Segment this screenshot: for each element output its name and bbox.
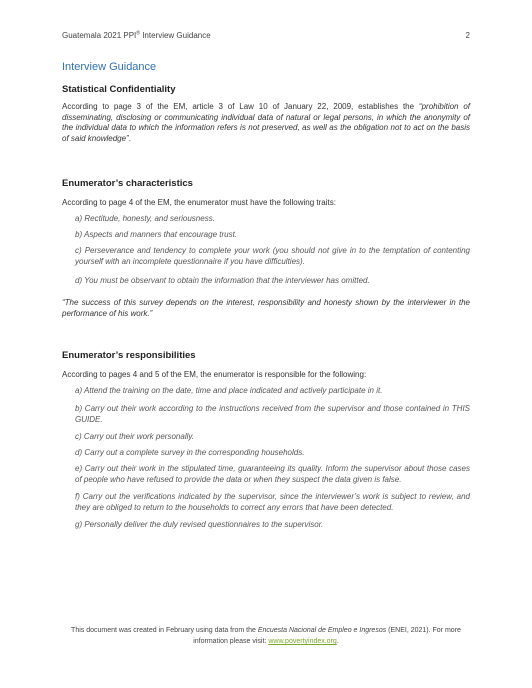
page-number: 2 xyxy=(465,31,470,40)
list-item: g) Personally deliver the duly revised questionnaires to the supervisor. xyxy=(75,520,324,529)
heading-characteristics: Enumerator’s characteristics xyxy=(62,178,193,189)
section-title: Interview Guidance xyxy=(62,61,157,73)
heading-responsibilities: Enumerator’s responsibilities xyxy=(62,350,196,361)
list-item: a) Attend the training on the date, time and place indicated and actively participate in it. xyxy=(75,386,383,395)
list-item: b) Carry out their work according to the instructions received from the supervisor and those contained in THIS GUIDE. xyxy=(75,404,470,424)
characteristics-intro: According to page 4 of the EM, the enumerator must have the following traits: xyxy=(62,198,336,207)
heading-confidentiality: Statistical Confidentiality xyxy=(62,84,176,95)
confidentiality-paragraph: According to page 3 of the EM, article 3 of Law 10 of January 22, 2009, establishes the “prohibition of disseminating, disclosing or communicating individual data of natural or legal persons, in which the anonymity of the individual data to which the information refers is not preserved, as well as the obligation not to act on the basis of said knowledge”. xyxy=(62,102,471,143)
list-item: c) Perseverance and tendency to complete your work (you should not give in to the temptation of contenting yourself with an incomplete questionnaire if you have difficulties). xyxy=(75,246,470,266)
list-item: d) Carry out a complete survey in the corresponding households. xyxy=(75,448,305,457)
header-doc-title: Guatemala 2021 PPI® Interview Guidance xyxy=(62,30,211,40)
characteristics-quote: “The success of this survey depends on the interest, responsibility and honesty shown by the interviewer in the performance of his work.” xyxy=(62,298,470,318)
list-item: c) Carry out their work personally. xyxy=(75,432,194,441)
list-item: a) Rectitude, honesty, and seriousness. xyxy=(75,214,215,223)
list-item: d) You must be observant to obtain the information that the interviewer has omitted. xyxy=(75,276,370,285)
page-header xyxy=(62,31,470,43)
list-item: e) Carry out their work in the stipulated time, guaranteeing its quality. Inform the supervisor about those cases of people who have refused to provide the data or when they suspect the data given is false. xyxy=(75,464,470,484)
povertyindex-link[interactable]: www.povertyindex.org xyxy=(268,638,337,645)
responsibilities-intro: According to pages 4 and 5 of the EM, the enumerator is responsible for the following: xyxy=(62,370,367,379)
list-item: b) Aspects and manners that encourage trust. xyxy=(75,230,238,239)
page-footer: This document was created in February using data from the Encuesta Nacional de Empleo e Ingresos (ENEI, 2021). For more information please visit: www.povertyindex.org. xyxy=(71,627,461,645)
list-item: f) Carry out the verifications indicated by the supervisor, since the interviewer’s work is subject to review, and they are obliged to return to the households to correct any errors that have been detected. xyxy=(75,492,470,512)
